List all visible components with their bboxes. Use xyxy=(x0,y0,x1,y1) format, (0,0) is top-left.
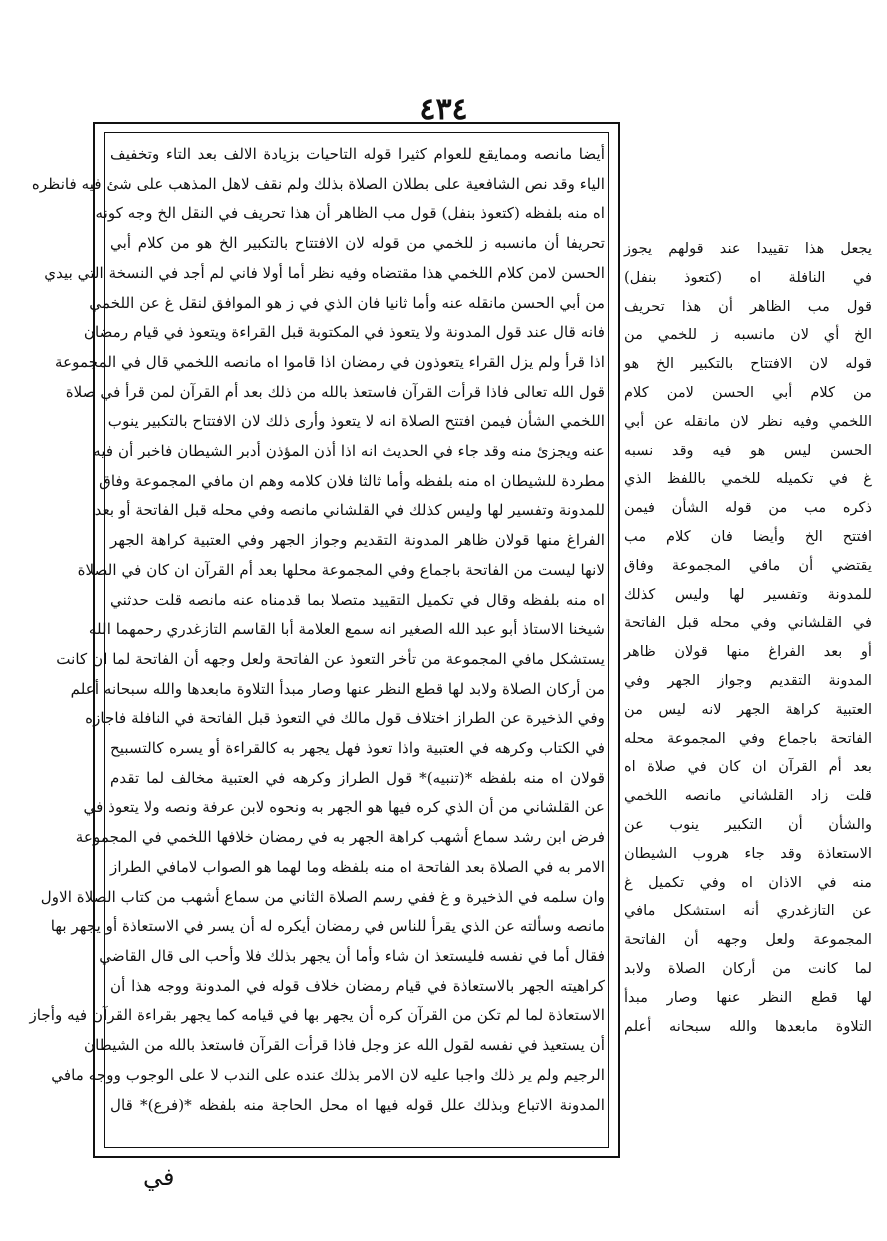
main-text-line: الحسن لامن كلام اللخمي هذا مقتضاه وفيه نظر أما أولا فاني لم أجد في النسخة التي بيدي xyxy=(44,263,605,282)
main-text-line: تحريفا أن مانسبه ز للخمي من قوله لان الافتتاح بالتكبير الخ هو من كلام أبي xyxy=(110,234,605,253)
main-text-line: مانصه وسألته عن الذي يقرأ للناس في رمضان أيكره له أن يسر في الاستعاذة أو يجهر بها xyxy=(50,917,605,936)
main-text-block xyxy=(29,140,605,1145)
margin-text-line: الخ أي لان مانسبه ز للخمي من xyxy=(624,326,872,344)
main-text-line: وفي الذخيرة عن الطراز اختلاف قول مالك في التعوذ قبل الفاتحة في النافلة فاجازه xyxy=(85,709,605,728)
main-text-line: لانها ليست من الفاتحة باجماع وفي المجموعة محلها بعد أم القرآن ان كان في الصلاة xyxy=(77,560,605,579)
main-text-line: عنه ويجزئ منه وقد جاء في الحديث انه اذا أذن المؤذن أدبر الشيطان فاخبر أن فيه xyxy=(93,442,605,461)
margin-text-line: المدونة التقديم وجواز الجهر وفي xyxy=(624,671,872,689)
margin-text-line: افتتح الخ وأيضا فان كلام مب xyxy=(624,527,872,545)
catchword: في xyxy=(143,1163,175,1191)
main-text-line: اه منه بلفظه وقال في تكميل التقييد متصلا بما قدمناه عنه مانصه قلت حدثني xyxy=(110,590,605,609)
margin-text-line: يجعل هذا تقييدا عند قولهم يجوز xyxy=(624,240,872,257)
main-text-line: شيخنا الاستاذ أبو عبد الله الصغير انه سمع العلامة أبا القاسم التازغدري رحمهما الله xyxy=(88,620,605,639)
margin-text-line: الفاتحة باجماع وفي المجموعة محله xyxy=(624,729,872,747)
main-text-line: فانه قال عند قول المدونة ولا يتعوذ في المكتوبة قبل القراءة ويتعوذ في قيام رمضان xyxy=(83,323,605,342)
main-text-line: قولان اه منه بلفظه *(تنبيه)* قول الطراز وكرهه في العتبية مخالف لما تقدم xyxy=(110,768,605,787)
margin-text-line: والشأن أن التكبير ينوب عن xyxy=(624,815,872,833)
margin-text-line: لها قطع النظر عنها وصار مبدأ xyxy=(624,988,872,1006)
main-text-line: مطردة للشيطان اه منه بلفظه وأما ثالثا فلان كلامه وهم ان مافي المجموعة وفاق xyxy=(99,471,605,490)
margin-commentary xyxy=(624,235,872,1035)
main-text-line: فرض ابن رشد سماع أشهب كراهة الجهر به في رمضان خلافها اللخمي في المجموعة xyxy=(75,828,605,847)
main-text-line: الاستعاذة لما لم تكن من القرآن كره أن يجهر بها في قيامه كما يجهر بقراءة القرآن فيه وأجاز xyxy=(29,1006,605,1025)
main-text-line: أيضا مانصه وممايقع للعوام كثيرا قوله التاحيات بزيادة الالف بعد التاء وتخفيف xyxy=(110,145,605,163)
margin-text-line: قلت زاد القلشاني مانصه اللخمي xyxy=(624,787,872,805)
margin-text-line: ذكره مب من قوله الشأن فيمن xyxy=(624,499,872,517)
margin-text-line: في النافلة اه (كتعوذ بنفل) xyxy=(624,268,872,286)
main-text-line: فقال أما في نفسه فليستعذ ان شاء وأما أن يجهر بذلك فلا وأحب الى قال القاضي xyxy=(99,946,605,965)
main-text-line: في الكتاب وكرهه في العتبية واذا تعوذ فهل يجهر به كالقراءة أو يسره كالتسبيح xyxy=(110,739,605,758)
margin-text-line: اللخمي وفيه نظر لان مانقله عن أبي xyxy=(624,412,872,430)
page-number: ٤٣٤ xyxy=(419,92,468,127)
main-text-line: من أركان الصلاة ولابد لها قطع النظر عنها وصار مبدأ التلاوة مابعدها والله سبحانه أعلم xyxy=(70,679,605,698)
margin-text-line: قوله لان الافتتاح بالتكبير الخ هو xyxy=(624,355,872,373)
margin-text-line: يقتضي أن مافي المجموعة وفاق xyxy=(624,556,872,574)
main-text-line: اللخمي الشأن فيمن افتتح الصلاة انه لا يتعوذ وأرى ذلك لان الافتتاح بالتكبير ينوب xyxy=(107,412,605,431)
margin-text-line: بعد أم القرآن ان كان في صلاة اه xyxy=(624,758,872,776)
main-text-line: الفراغ منها قولان ظاهر المدونة التقديم وجواز الجهر وفي العتبية كراهة الجهر xyxy=(110,531,605,550)
margin-text-line: العتبية كراهة الجهر لانه ليس من xyxy=(624,700,872,718)
main-text-line: الرجيم ولم ير ذلك واجبا عليه لان الامر بذلك عنده على الندب لا على الوجوب ووجه مافي xyxy=(51,1065,605,1084)
margin-text-line: قول مب الظاهر أن هذا تحريف xyxy=(624,297,872,315)
margin-text-line: لما كانت من أركان الصلاة ولابد xyxy=(624,959,872,977)
margin-text-line: الاستعاذة وقد جاء هروب الشيطان xyxy=(624,844,872,862)
main-text-line: كراهيته الجهر بالاستعاذة في قيام رمضان خلاف قوله في المدونة ووجه هذا أن xyxy=(110,976,605,995)
main-text-line: الامر به في الصلاة بعد الفاتحة اه منه بلفظه وما لهما هو الصواب لامافي الطراز xyxy=(110,857,605,876)
margin-text-line: الحسن ليس هو فيه وقد نسبه xyxy=(624,441,872,459)
main-text-line: وان سلمه في الذخيرة و غ ففي رسم الصلاة الثاني من سماع أشهب من كتاب الصلاة الاول xyxy=(40,887,605,906)
margin-text-line: غ في تكميله للخمي باللفظ الذي xyxy=(624,470,872,488)
main-text-line: أن يستعيذ في نفسه لقول الله عز وجل فاذا قرأت القرآن فاستعذ بالله من الشيطان xyxy=(84,1036,605,1055)
margin-text-line: المجموعة ولعل وجهه أن الفاتحة xyxy=(624,931,872,949)
main-text-line: عن القلشاني من أن الذي كره فيها هو الجهر به ونحوه لابن عرفة ونصه ولا يتعوذ في xyxy=(83,798,605,817)
main-text-line: اه منه بلفظه (كتعوذ بنفل) قول مب الظاهر أن هذا تحريف في النقل الخ وجه كونه xyxy=(95,204,605,223)
margin-text-line: أو بعد الفراغ منها قولان ظاهر xyxy=(624,643,872,661)
main-text-line: يستشكل مافي المجموعة من تأخر التعوذ عن الفاتحة ولعل وجهه أن الفاتحة لما ان كانت xyxy=(56,649,605,668)
margin-text-line: للمدونة وتفسير لها وليس كذلك xyxy=(624,585,872,603)
margin-text-line: من كلام أبي الحسن لامن كلام xyxy=(624,383,872,401)
main-text-line: للمدونة وتفسير لها وليس كذلك في القلشاني مانصه وفي محله قبل الفاتحة أو بعد xyxy=(94,501,605,520)
margin-text-line: في القلشاني وفي محله قبل الفاتحة xyxy=(624,614,872,632)
main-text-line: الياء وقد نص الشافعية على بطلان الصلاة بذلك ولم نقف لاهل المذهب على شئ فيه فانظره xyxy=(31,174,605,193)
main-text-line: المدونة الاتباع وبذلك علل قوله فيها اه محل الحاجة منه بلفظه *(فرع)* قال xyxy=(110,1095,605,1114)
margin-text-line: منه في الاذان اه وفي تكميل غ xyxy=(624,873,872,891)
main-text-line: من أبي الحسن مانقله عنه وأما ثانيا فان الذي في ز هو الموافق لنقل غ عن اللخمي xyxy=(89,293,605,312)
main-text-line: اذا قرأ ولم يزل القراء يتعوذون في رمضان اذا قاموا اه مانصه اللخمي قال في المجموعة xyxy=(54,352,605,371)
margin-text-line: عن التازغدري أنه استشكل مافي xyxy=(624,902,872,920)
margin-text-line: التلاوة مابعدها والله سبحانه أعلم xyxy=(624,1017,872,1035)
main-text-line: قول الله تعالى فاذا قرأت القرآن فاستعذ بالله من ذلك بعد أم القرآن لمن قرأ في صلاة xyxy=(65,382,605,401)
